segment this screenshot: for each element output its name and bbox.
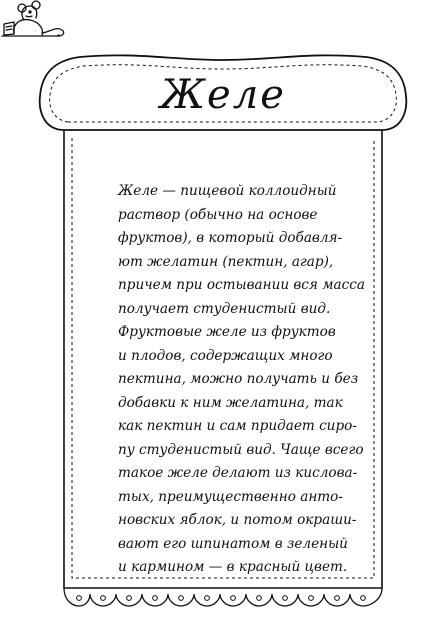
cartoon-mouse-icon [0, 0, 70, 40]
text-line: тых, преимущественно анто- [118, 488, 343, 505]
text-line: пу студенистый вид. Чаще всего [118, 441, 364, 458]
text-line: как пектин и сам придает сиро- [118, 418, 357, 434]
text-line: ют желатин (пектин, агар), [118, 253, 334, 270]
text-line: раствор (обычно на основе [118, 206, 318, 223]
text-line: получает студенистый вид. [118, 300, 331, 317]
description-text [118, 180, 365, 580]
text-line: причем при остывании вся масса [118, 277, 365, 293]
page-title: Желе [160, 72, 286, 118]
text-line: вают его шпинатом в зеленый [118, 535, 348, 552]
text-line: такое желе делают из кислова- [118, 465, 358, 481]
text-line: Желе — пищевой коллоидный [118, 183, 337, 199]
text-line: Фруктовые желе из фруктов [118, 324, 336, 340]
text-line: пектина, можно получать и без [118, 371, 359, 387]
text-line: и кармином — в красный цвет. [118, 559, 348, 575]
text-line: и плодов, содержащих много [118, 347, 333, 364]
text-line: фруктов), в который добавля- [118, 230, 343, 246]
text-line: новских яблок, и потом окраши- [118, 512, 357, 528]
text-line: добавки к ним желатина, так [118, 394, 343, 411]
